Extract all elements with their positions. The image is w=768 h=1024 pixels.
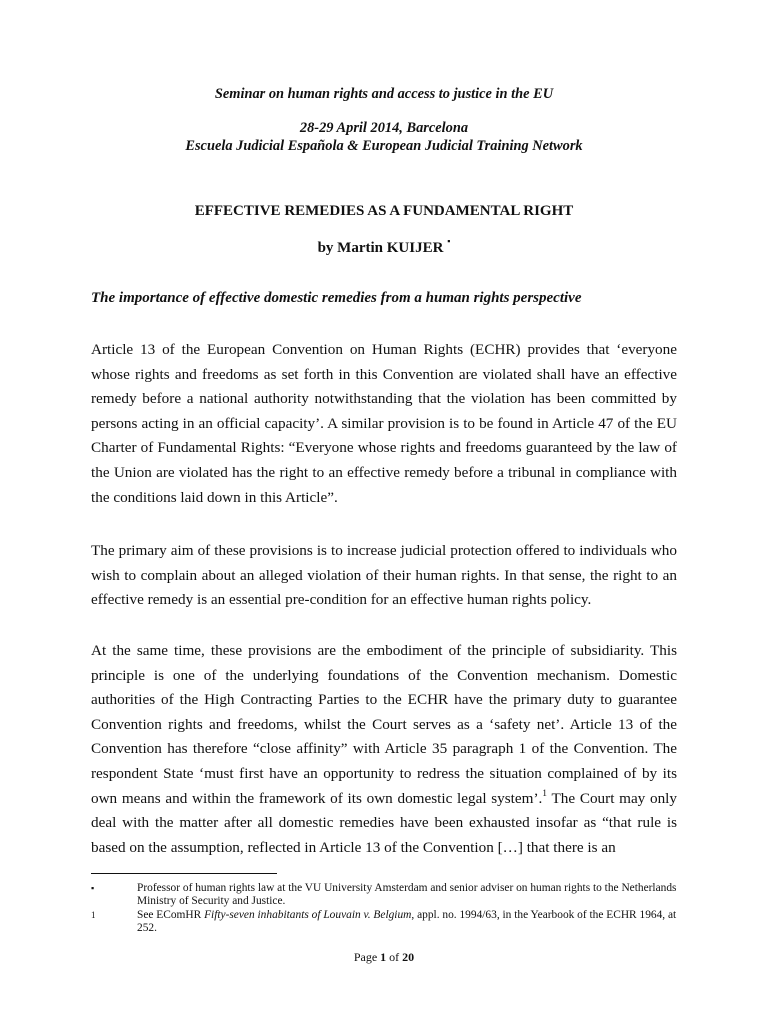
footnote-1-post: , appl. no. 1994/63, in the Yearbook of the ECHR 1964, at 252. [137, 909, 677, 934]
footnote-1-case-name: Fifty-seven inhabitants of Louvain v. Belgium [204, 909, 412, 921]
section-heading: The importance of effective domestic remedies from a human rights perspective [91, 290, 582, 306]
event-details [0, 119, 768, 155]
author-line [0, 238, 768, 257]
footnote-1-marker: 1 [91, 910, 96, 920]
footnote-1-pre: See EComHR [137, 909, 205, 921]
page-of-word: of [386, 950, 403, 964]
author-footnote-marker[interactable]: ▪ [447, 236, 451, 246]
paragraph-1: Article 13 of the European Convention on Human Rights (ECHR) provides that ‘everyone whose rights and freedoms as set forth in this Convention are violated shall have an effective remedy before a national authority notwithstanding that the violation has been committed by persons acting in an official capacity’. A similar provision is to be found in Article 47 of the EU Charter of Fundamental Rights: “Everyone whose rights and freedoms guaranteed by the law of the Union are violated has the right to an effective remedy before a tribunal in compliance with the conditions laid down in this Article”. [91, 341, 677, 506]
footnote-divider [91, 873, 277, 874]
footnote-author-marker: ▪ [91, 883, 95, 893]
author-name: by Martin KUIJER [317, 240, 444, 256]
footnote-author-text: Professor of human rights law at the VU University Amsterdam and senior adviser on human rights to the Netherlands Ministry of Security and Justice. [137, 882, 677, 907]
seminar-title: Seminar on human rights and access to justice in the EU [214, 86, 554, 102]
footnote-author [91, 882, 677, 908]
page-current: 1 [380, 950, 387, 964]
paragraph-3-part-1: At the same time, these provisions are the embodiment of the principle of subsidiarity. This principle is one of the underlying foundations of the Convention mechanism. Domestic authorities of the High Contracting Parties to the ECHR have the primary duty to guarantee Convention rights and freedoms, whilst the Court serves as a ‘safety net’. Article 13 of the Convention has therefore “close affinity” with Article 35 paragraph 1 of the Convention. The respondent State ‘must first have an opportunity to redress the situation complained of by its own means and within the framework of its own domestic legal system’. [91, 642, 677, 807]
footnote-1-text [137, 909, 677, 935]
paragraph-2: The primary aim of these provisions is to increase judicial protection offered to individuals who wish to complain about an alleged violation of their human rights. In that sense, the right to an effective remedy is an essential pre-condition for an effective human rights policy. [91, 542, 677, 609]
paper-title: EFFECTIVE REMEDIES AS A FUNDAMENTAL RIGHT [194, 203, 574, 219]
event-dates: 28-29 April 2014, Barcelona [299, 120, 469, 136]
page-number [0, 950, 768, 965]
page-total: 20 [402, 950, 415, 964]
footnote-1 [91, 909, 677, 935]
page-word: Page [353, 950, 381, 964]
paragraph-3-part-2: The Court may only deal with the matter after all domestic remedies have been exhausted insofar as “that rule is based on the assumption, reflected in Article 13 of the Convention […] that there is an [91, 789, 677, 856]
footnote-ref-1[interactable]: 1 [542, 788, 548, 799]
paragraph-3 [91, 639, 677, 860]
event-organizers: Escuela Judicial Española & European Judicial Training Network [185, 138, 583, 154]
